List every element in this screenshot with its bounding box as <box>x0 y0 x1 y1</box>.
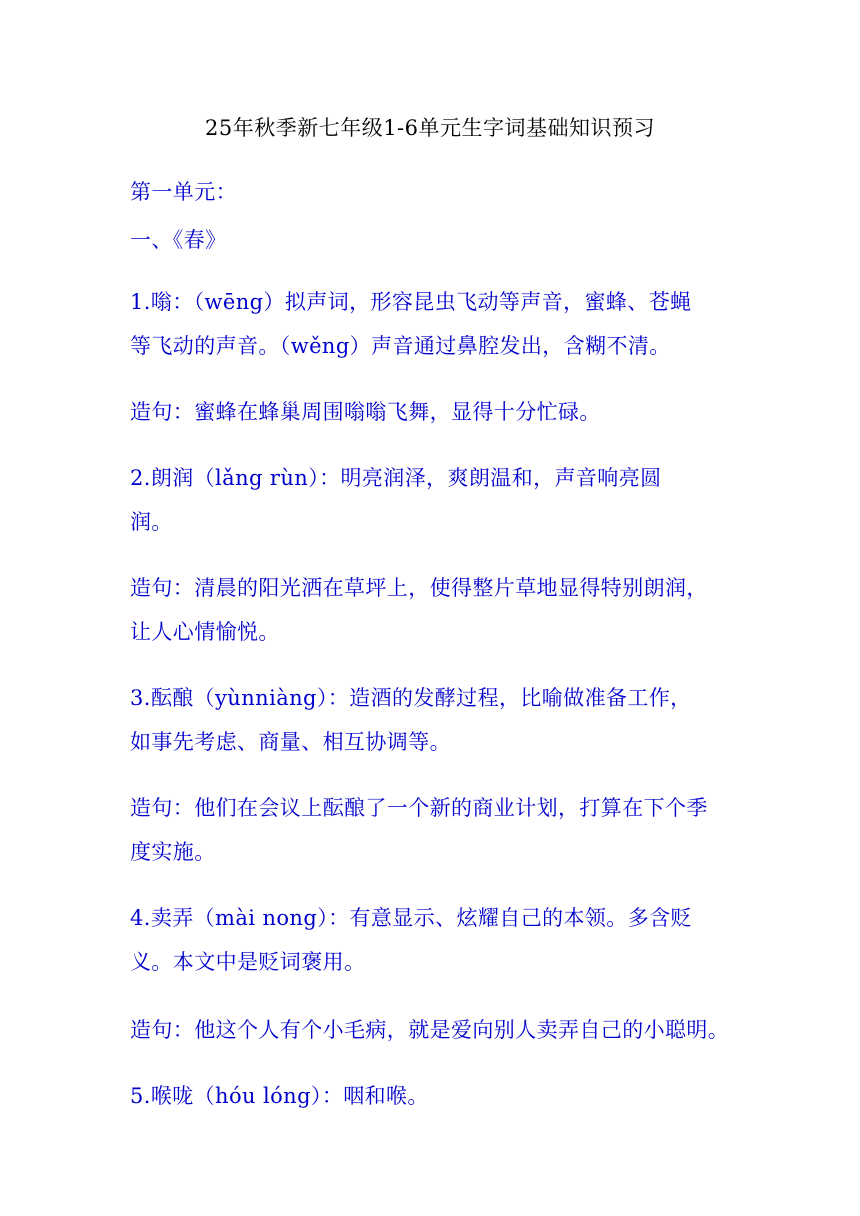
example-line: 度实施。 <box>130 840 216 864</box>
example-sentence-3 <box>130 786 738 874</box>
definition-line: 义。本文中是贬词褒用。 <box>130 950 366 974</box>
vocab-entry-1 <box>130 280 738 368</box>
definition-line: 4.卖弄（mài nong）：有意显示、炫耀自己的本领。多含贬 <box>130 906 692 930</box>
definition-line: 3.酝酿（yùnniàng）：造酒的发酵过程，比喻做准备工作， <box>130 686 692 710</box>
definition-line: 2.朗润（lǎng rùn）：明亮润泽，爽朗温和，声音响亮圆 <box>130 466 662 490</box>
example-line: 造句：他们在会议上酝酿了一个新的商业计划，打算在下个季 <box>130 796 708 820</box>
vocab-entry-5 <box>130 1074 738 1118</box>
example-line: 造句：蜜蜂在蜂巢周围嗡嗡飞舞，显得十分忙碌。 <box>130 400 601 424</box>
vocab-entry-2 <box>130 456 738 544</box>
example-line: 造句：他这个人有个小毛病，就是爱向别人卖弄自己的小聪明。 <box>130 1018 730 1042</box>
lesson-heading-text: 一、《春》 <box>130 228 227 252</box>
definition-line: 5.喉咙（hóu lóng）：咽和喉。 <box>130 1084 429 1108</box>
example-sentence-4 <box>130 1008 738 1052</box>
unit-heading <box>130 170 738 214</box>
definition-line: 润。 <box>130 510 173 534</box>
example-line: 造句：清晨的阳光洒在草坪上，使得整片草地显得特别朗润， <box>130 576 708 600</box>
example-line: 让人心情愉悦。 <box>130 620 280 644</box>
unit-heading-text: 第一单元： <box>130 180 237 204</box>
document-title: 25年秋季新七年级1-6单元生字词基础知识预习 <box>204 116 656 140</box>
definition-line: 如事先考虑、商量、相互协调等。 <box>130 730 451 754</box>
vocab-entry-3 <box>130 676 738 764</box>
definition-line: 1.嗡：（wēng）拟声词，形容昆虫飞动等声音，蜜蜂、苍蝇 <box>130 290 692 314</box>
definition-line: 等飞动的声音。（wěng）声音通过鼻腔发出，含糊不清。 <box>130 334 671 358</box>
lesson-heading <box>130 218 738 262</box>
example-sentence-1 <box>130 390 738 434</box>
example-sentence-2 <box>130 566 738 654</box>
vocab-entry-4 <box>130 896 738 984</box>
